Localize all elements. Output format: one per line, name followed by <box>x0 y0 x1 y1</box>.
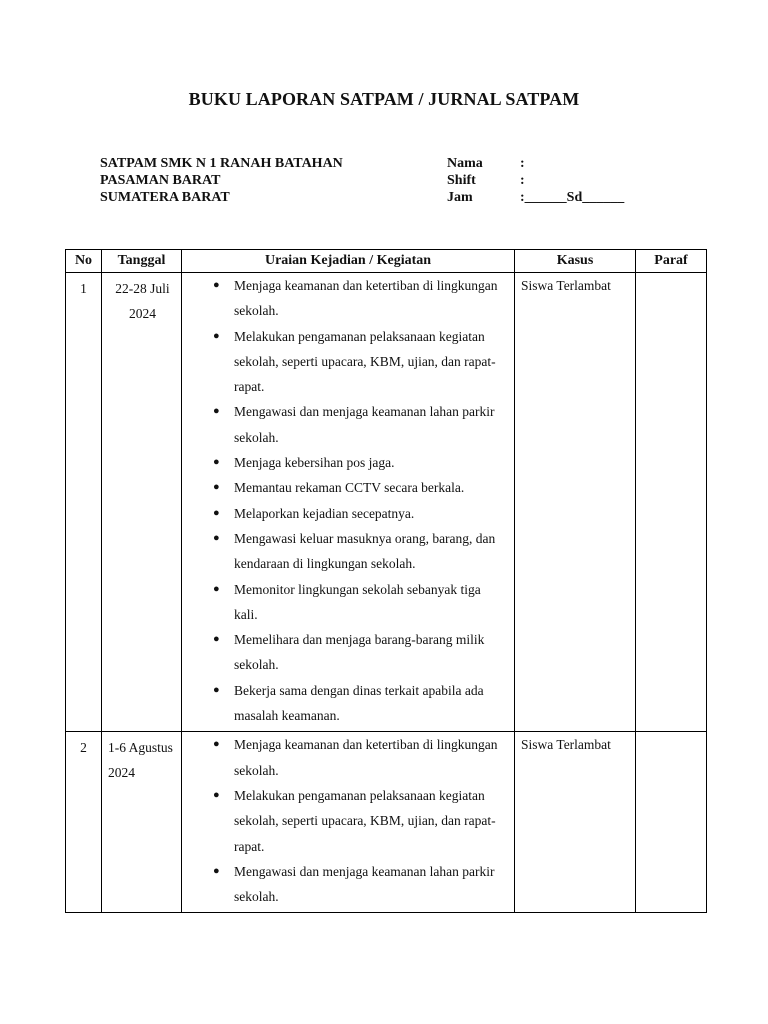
activity-text: Melaporkan kejadian secepatnya. <box>234 505 415 521</box>
list-item <box>182 273 506 324</box>
list-item <box>182 501 506 526</box>
cell-no: 2 <box>66 732 102 913</box>
bullet-icon: ● <box>213 481 220 494</box>
activity-text: Mengawasi dan menjaga keamanan lahan parkir sekolah. <box>234 863 495 905</box>
activity-text: Memonitor lingkungan sekolah sebanyak tiga kali. <box>234 581 481 622</box>
institution-line: SATPAM SMK N 1 RANAH BATAHAN <box>100 156 343 171</box>
table-row <box>66 273 707 732</box>
activity-text: Memantau rekaman CCTV secara berkala. <box>234 480 465 496</box>
cell-tanggal: 1-6 Agustus 2024 <box>102 732 182 913</box>
header-institution <box>100 155 343 206</box>
cell-uraian <box>182 273 515 732</box>
bullet-icon: ● <box>213 531 220 544</box>
activity-list <box>182 273 506 728</box>
header-fields <box>447 155 624 206</box>
bullet-icon: ● <box>213 405 220 418</box>
column-header-tanggal: Tanggal <box>102 250 182 273</box>
list-item <box>182 399 506 450</box>
table-row <box>66 732 707 913</box>
column-header-no: No <box>66 250 102 273</box>
column-header-paraf: Paraf <box>636 250 707 273</box>
list-item <box>182 732 506 783</box>
list-item <box>182 324 506 400</box>
activity-text: Menjaga kebersihan pos jaga. <box>234 455 395 471</box>
field-label: Jam <box>447 190 473 205</box>
journal-table <box>65 249 707 913</box>
bullet-icon: ● <box>213 456 220 469</box>
bullet-icon: ● <box>213 633 220 646</box>
bullet-icon: ● <box>213 582 220 595</box>
bullet-icon: ● <box>213 683 220 696</box>
field-label: Shift <box>447 173 476 188</box>
column-header-uraian: Uraian Kejadian / Kegiatan <box>182 250 515 273</box>
field-nama <box>447 155 624 172</box>
field-jam <box>447 189 624 206</box>
bullet-icon: ● <box>213 279 220 291</box>
list-item <box>182 577 506 628</box>
institution-line: PASAMAN BARAT <box>100 173 221 188</box>
list-item <box>182 859 506 910</box>
list-item <box>182 450 506 475</box>
activity-text: Mengawasi keluar masuknya orang, barang, dan kendaraan di lingkungan sekolah. <box>234 530 496 572</box>
activity-text: Melakukan pengamanan pelaksanaan kegiatan sekolah, seperti upacara, KBM, ujian, dan rapat-rapat. <box>234 787 496 854</box>
list-item <box>182 475 506 500</box>
list-item <box>182 783 506 859</box>
list-item <box>182 526 506 577</box>
bullet-icon: ● <box>213 738 220 751</box>
bullet-icon: ● <box>213 506 220 519</box>
document-title: BUKU LAPORAN SATPAM / JURNAL SATPAM <box>188 89 580 109</box>
table-header-row <box>66 250 707 273</box>
field-shift <box>447 172 624 189</box>
field-label: Nama <box>447 156 483 171</box>
activity-text: Memelihara dan menjaga barang-barang milik sekolah. <box>234 632 485 673</box>
bullet-icon: ● <box>213 864 220 877</box>
cell-paraf <box>636 273 707 732</box>
bullet-icon: ● <box>213 788 220 801</box>
cell-no: 1 <box>66 273 102 732</box>
list-item <box>182 627 506 678</box>
field-value: :______Sd______ <box>520 190 625 205</box>
field-value: : <box>520 173 525 188</box>
bullet-icon: ● <box>213 329 220 342</box>
cell-uraian <box>182 732 515 913</box>
activity-text: Mengawasi dan menjaga keamanan lahan parkir sekolah. <box>234 404 495 445</box>
column-header-kasus: Kasus <box>515 250 636 273</box>
activity-text: Menjaga keamanan dan ketertiban di lingkungan sekolah. <box>234 737 498 778</box>
field-value: : <box>520 156 525 171</box>
activity-list <box>182 732 506 909</box>
list-item <box>182 678 506 729</box>
cell-kasus: Siswa Terlambat <box>515 273 636 732</box>
activity-text: Menjaga keamanan dan ketertiban di lingkungan sekolah. <box>234 278 498 319</box>
cell-tanggal: 22-28 Juli 2024 <box>102 273 182 732</box>
institution-line: SUMATERA BARAT <box>100 190 230 205</box>
activity-text: Melakukan pengamanan pelaksanaan kegiatan sekolah, seperti upacara, KBM, ujian, dan rapat-rapat. <box>234 328 496 395</box>
activity-text: Bekerja sama dengan dinas terkait apabila ada masalah keamanan. <box>234 682 484 724</box>
cell-kasus: Siswa Terlambat <box>515 732 636 913</box>
cell-paraf <box>636 732 707 913</box>
